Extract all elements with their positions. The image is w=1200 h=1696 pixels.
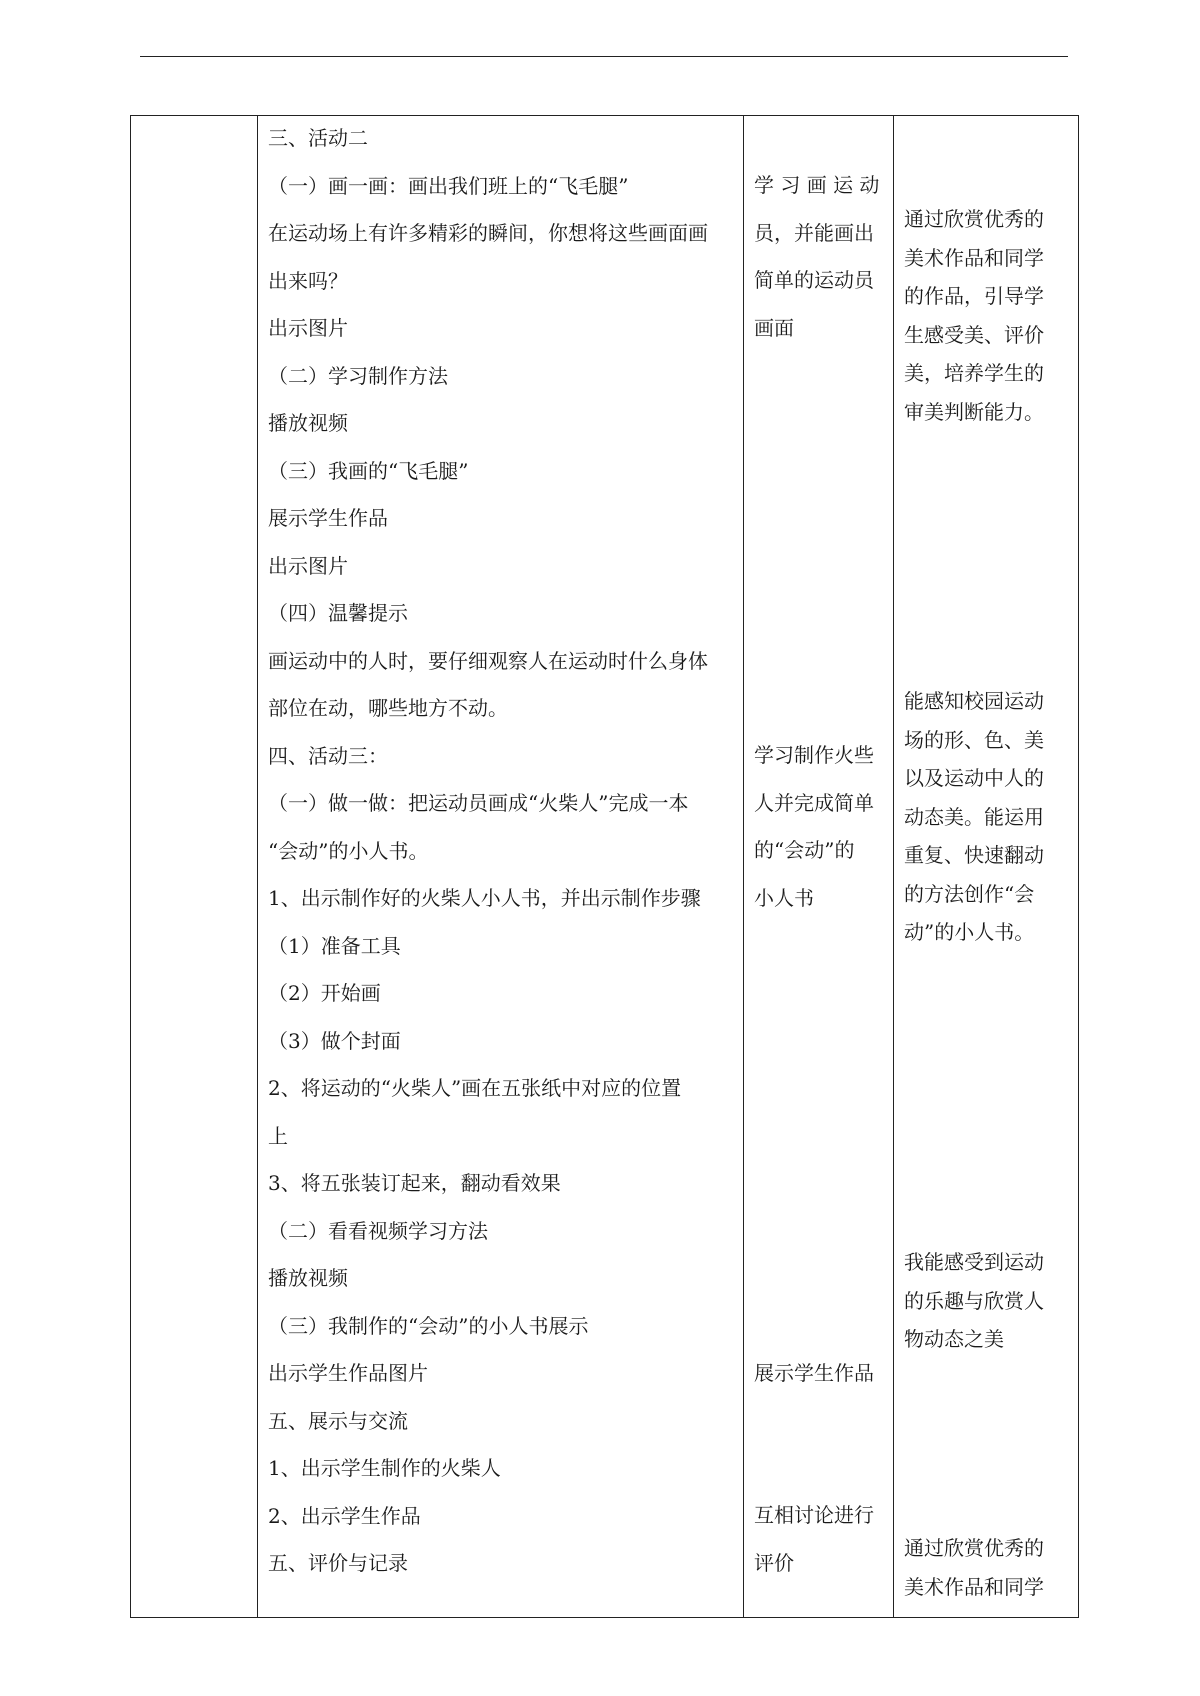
design-intent-line: 的方法创作“会 [904, 881, 1035, 906]
content-line: 2、将运动的“火柴人”画在五张纸中对应的位置 [268, 1076, 682, 1100]
content-line: 播放视频 [268, 1266, 348, 1290]
design-intent-line: 通过欣赏优秀的 [904, 1536, 1044, 1560]
design-intent-line: 动态美。能运用 [904, 804, 1044, 829]
design-intent-column-2 [904, 682, 1074, 952]
content-line: 五、展示与交流 [268, 1408, 408, 1433]
content-line: 出示学生作品图片 [268, 1361, 428, 1385]
design-intent-line: 的作品，引导学 [904, 284, 1044, 308]
content-line: （二）看看视频学习方法 [268, 1218, 488, 1243]
header-rule [140, 56, 1068, 57]
design-intent-line: 美术作品和同学 [904, 1574, 1044, 1599]
content-line: “会动”的小人书。 [268, 838, 429, 863]
student-activity-line: 评价 [754, 1550, 794, 1575]
student-activity-line: 简单的运动员 [754, 268, 874, 292]
content-line: 四、活动三： [268, 743, 388, 768]
student-activity-line: 人并完成简单 [754, 790, 874, 815]
student-activity-line: 员，并能画出 [754, 220, 874, 245]
content-line: 画运动中的人时，要仔细观察人在运动时什么身体 [268, 648, 708, 673]
content-line: 3、将五张装订起来，翻动看效果 [268, 1171, 561, 1195]
content-line: 1、出示学生制作的火柴人 [268, 1456, 501, 1480]
content-line: 在运动场上有许多精彩的瞬间，你想将这些画面画 [268, 221, 708, 245]
design-intent-column-4 [904, 1529, 1074, 1606]
student-activity-line: 的“会动”的 [754, 838, 855, 862]
column-divider-1 [257, 116, 258, 1617]
student-activity-line: 展示学生作品 [754, 1360, 874, 1385]
content-line: 出示图片 [268, 316, 348, 340]
content-line: 部位在动，哪些地方不动。 [268, 696, 508, 720]
design-intent-line: 生感受美、评价 [904, 322, 1044, 347]
student-activity-line: 画面 [754, 315, 794, 340]
design-intent-line: 审美判断能力。 [904, 399, 1044, 424]
content-line: 三、活动二 [268, 126, 368, 150]
content-line: 1、出示制作好的火柴人小人书，并出示制作步骤 [268, 886, 701, 910]
content-line: （二）学习制作方法 [268, 363, 448, 388]
design-intent-line: 物动态之美 [904, 1327, 1004, 1351]
design-intent-line: 以及运动中人的 [904, 766, 1044, 790]
design-intent-line: 能感知校园运动 [904, 689, 1044, 713]
content-line: 上 [268, 1123, 288, 1148]
teaching-content-column [268, 115, 708, 1588]
content-line: 播放视频 [268, 411, 348, 435]
content-line: （一）画一画：画出我们班上的“飞毛腿” [268, 173, 629, 198]
design-intent-line: 动”的小人书。 [904, 920, 1035, 944]
content-line: 2、出示学生作品 [268, 1503, 421, 1528]
lesson-plan-table [130, 115, 1079, 1618]
content-line: 出来吗？ [268, 268, 348, 293]
content-line: （四）温馨提示 [268, 601, 408, 625]
design-intent-line: 场的形、色、美 [904, 727, 1044, 752]
content-line: （2）开始画 [268, 981, 381, 1005]
design-intent-column-3 [904, 1243, 1074, 1359]
student-activity-line: 小人书 [754, 885, 814, 910]
content-line: （三）我画的“飞毛腿” [268, 458, 469, 483]
column-divider-2 [743, 116, 744, 1617]
content-line: （一）做一做：把运动员画成“火柴人”完成一本 [268, 791, 689, 815]
student-activity-line: 学 习 画 运 动 [754, 173, 880, 197]
student-activity-column [754, 162, 886, 1587]
design-intent-line: 我能感受到运动 [904, 1250, 1044, 1274]
content-line: 展示学生作品 [268, 506, 388, 530]
student-activity-line: 互相讨论进行 [754, 1503, 874, 1527]
content-line: 五、评价与记录 [268, 1551, 408, 1575]
design-intent-line: 的乐趣与欣赏人 [904, 1288, 1044, 1313]
content-line: 出示图片 [268, 553, 348, 578]
design-intent-line: 美术作品和同学 [904, 245, 1044, 270]
column-divider-3 [893, 116, 894, 1617]
design-intent-line: 重复、快速翻动 [904, 843, 1044, 867]
design-intent-line: 通过欣赏优秀的 [904, 207, 1044, 231]
design-intent-column [904, 200, 1074, 431]
content-line: （3）做个封面 [268, 1028, 401, 1053]
student-activity-line: 学习制作火些 [754, 743, 874, 767]
design-intent-line: 美，培养学生的 [904, 361, 1044, 385]
content-line: （1）准备工具 [268, 933, 401, 958]
content-line: （三）我制作的“会动”的小人书展示 [268, 1313, 589, 1338]
